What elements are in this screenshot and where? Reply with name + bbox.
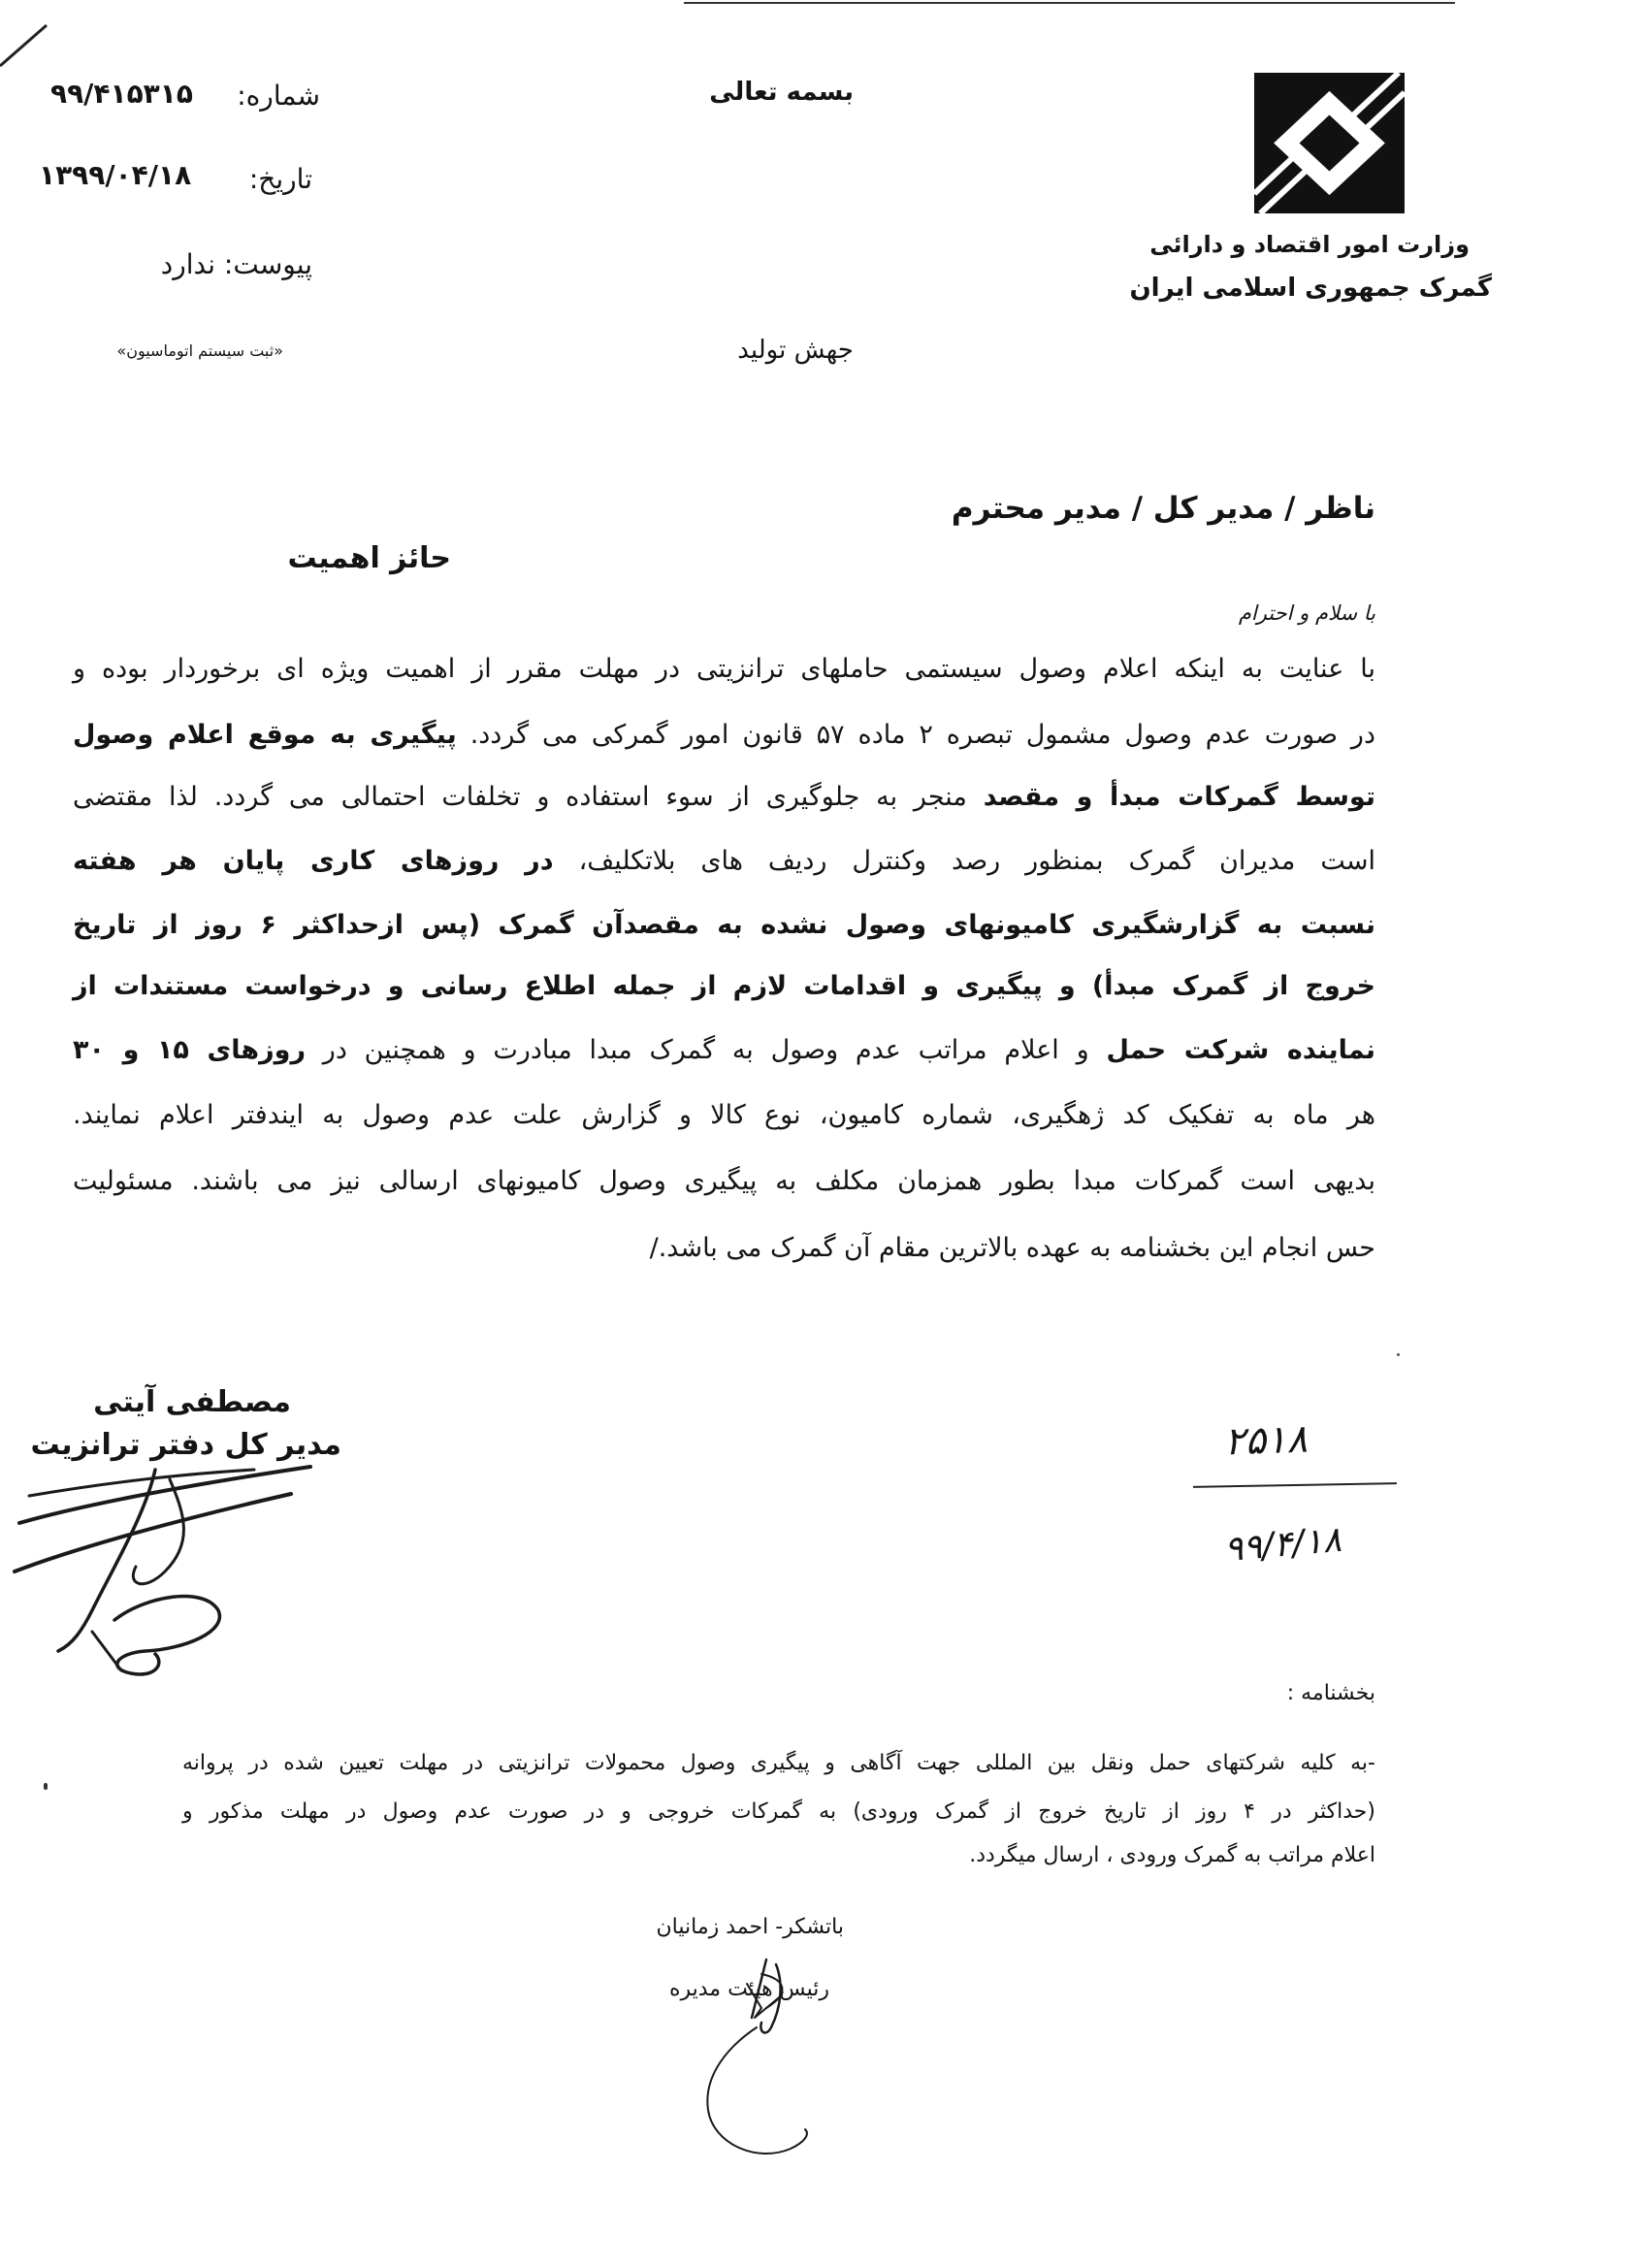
signature-scribble <box>0 1377 407 1698</box>
ministry-name: وزارت امور اقتصاد و دارائی <box>1149 231 1470 258</box>
organization-name: گمرک جمهوری اسلامی ایران <box>1129 274 1492 303</box>
body-line <box>73 829 1375 893</box>
body-text: بدیهی است گمرکات مبدا بطور همزمان مکلف به پیگیری وصول کامیونهای ارسالی نیز می باشند. مسئولیت <box>73 1166 1375 1196</box>
scan-speck <box>44 1783 48 1790</box>
body-text-emphasis: پیگیری به موقع اعلام وصول <box>73 720 457 750</box>
customs-emblem-icon <box>1254 73 1405 213</box>
body-line <box>73 637 1375 701</box>
register-divider <box>1193 1482 1397 1488</box>
recipient-line: ناظر / مدیر کل / مدیر محترم <box>951 491 1375 526</box>
signatory-name: مصطفی آیتی <box>93 1385 291 1419</box>
body-text: و اعلام مراتب عدم وصول به گمرک مبدا مبادرت و همچنین در <box>322 1035 1089 1065</box>
body-line <box>73 893 1375 957</box>
circular-line <box>899 1832 1375 1879</box>
slogan-text: جهش تولید <box>737 336 854 365</box>
circular-line <box>182 1740 1375 1787</box>
scan-corner-stroke <box>0 19 58 78</box>
letter-number-label: شماره: <box>237 80 320 112</box>
letter-date-label: تاریخ: <box>248 163 312 195</box>
letter-date-value: ۱۳۹۹/۰۴/۱۸ <box>39 159 192 191</box>
body-text: در صورت عدم وصول مشمول تبصره ۲ ماده ۵۷ قانون امور گمرکی می گردد. <box>469 720 1375 750</box>
circular-text: اعلام مراتب به گمرک ورودی ، ارسال میگردد. <box>969 1843 1375 1867</box>
body-text-emphasis: خروج از گمرک مبدأ) و پیگیری و اقدامات لازم از جمله اطلاع رسانی و درخواست مستندات از <box>73 971 1375 1001</box>
body-text: منجر به جلوگیری از سوء استفاده و تخلفات احتمالی می گردد. لذا مقتضی <box>73 782 967 812</box>
body-line <box>73 765 1375 829</box>
register-date: ۹۹/۴/۱۸ <box>1222 1519 1343 1571</box>
letter-number-value: ۹۹/۴۱۵۳۱۵ <box>50 78 193 110</box>
body-text-emphasis: نماینده شرکت حمل <box>1106 1035 1375 1065</box>
body-text: حس انجام این بخشنامه به عهده بالاترین مقام آن گمرک می باشد./ <box>649 1233 1375 1263</box>
greeting-text: با سلام و احترام <box>1238 601 1375 625</box>
circular-text: -به کلیه شرکتهای حمل ونقل بین المللی جهت آگاهی و پیگیری وصول محمولات ترانزیتی در مهلت تعیین شده در پروانه <box>182 1751 1375 1775</box>
invocation-heading: بسمه تعالی <box>709 78 854 107</box>
signature-stroke <box>92 1632 121 1670</box>
body-text: است مدیران گمرک بمنظور رصد وکنترل ردیف های بلاتکلیف، <box>578 846 1375 876</box>
signature-stroke <box>114 1597 219 1674</box>
body-line <box>73 703 1375 767</box>
priority-label: حائز اهمیت <box>287 541 451 575</box>
forwarding-signature-scribble <box>669 1940 863 2173</box>
attachment-field: پیوست: ندارد <box>160 248 312 280</box>
forwarding-thanks: باتشکر- احمد زمانیان <box>656 1915 844 1939</box>
signature-stroke <box>707 2027 807 2154</box>
body-line <box>590 1216 1375 1280</box>
body-text-emphasis: در روزهای کاری پایان هر هفته <box>73 846 554 876</box>
circular-label: بخشنامه : <box>1286 1681 1375 1705</box>
automation-registration-note: «ثبت سیستم اتوماسیون» <box>116 341 283 360</box>
register-number: ۲۵۱۸ <box>1223 1416 1309 1465</box>
forwarding-title: رئیس هیئت مدیره <box>668 1977 829 2001</box>
body-line <box>73 1019 1375 1083</box>
signature-stroke <box>19 1467 310 1523</box>
circular-line <box>182 1789 1375 1835</box>
body-text-emphasis: توسط گمرکات مبدأ و مقصد <box>983 782 1375 812</box>
body-text: با عنایت به اینکه اعلام وصول سیستمی حاملهای ترانزیتی در مهلت مقرر از اهمیت ویژه ای برخوردار بوده و <box>73 654 1375 684</box>
signature-stroke <box>15 1494 291 1571</box>
signature-stroke <box>747 1984 778 2018</box>
body-text-emphasis: نسبت به گزارشگیری کامیونهای وصول نشده به مقصدآن گمرک (پس ازحداکثر ۶ روز از تاریخ <box>73 910 1375 940</box>
scan-edge-line <box>684 2 1455 4</box>
body-line <box>73 1150 1375 1214</box>
body-line <box>73 955 1375 1019</box>
body-text-emphasis: روزهای ۱۵ و ۳۰ <box>73 1035 306 1065</box>
signatory-title: مدیر کل دفتر ترانزیت <box>30 1428 341 1462</box>
body-line <box>73 1084 1375 1148</box>
scan-speck <box>1397 1353 1400 1356</box>
body-text: هر ماه به تفکیک کد ژهگیری، شماره کامیون، نوع کالا و گزارش علت عدم وصول به ایندفتر اعلام نمایند. <box>73 1100 1375 1130</box>
circular-text: (حداکثر در ۴ روز از تاریخ خروج از گمرک ورودی) به گمرکات خروجی و در صورت عدم وصول در مهلت مذکور و <box>182 1799 1375 1824</box>
